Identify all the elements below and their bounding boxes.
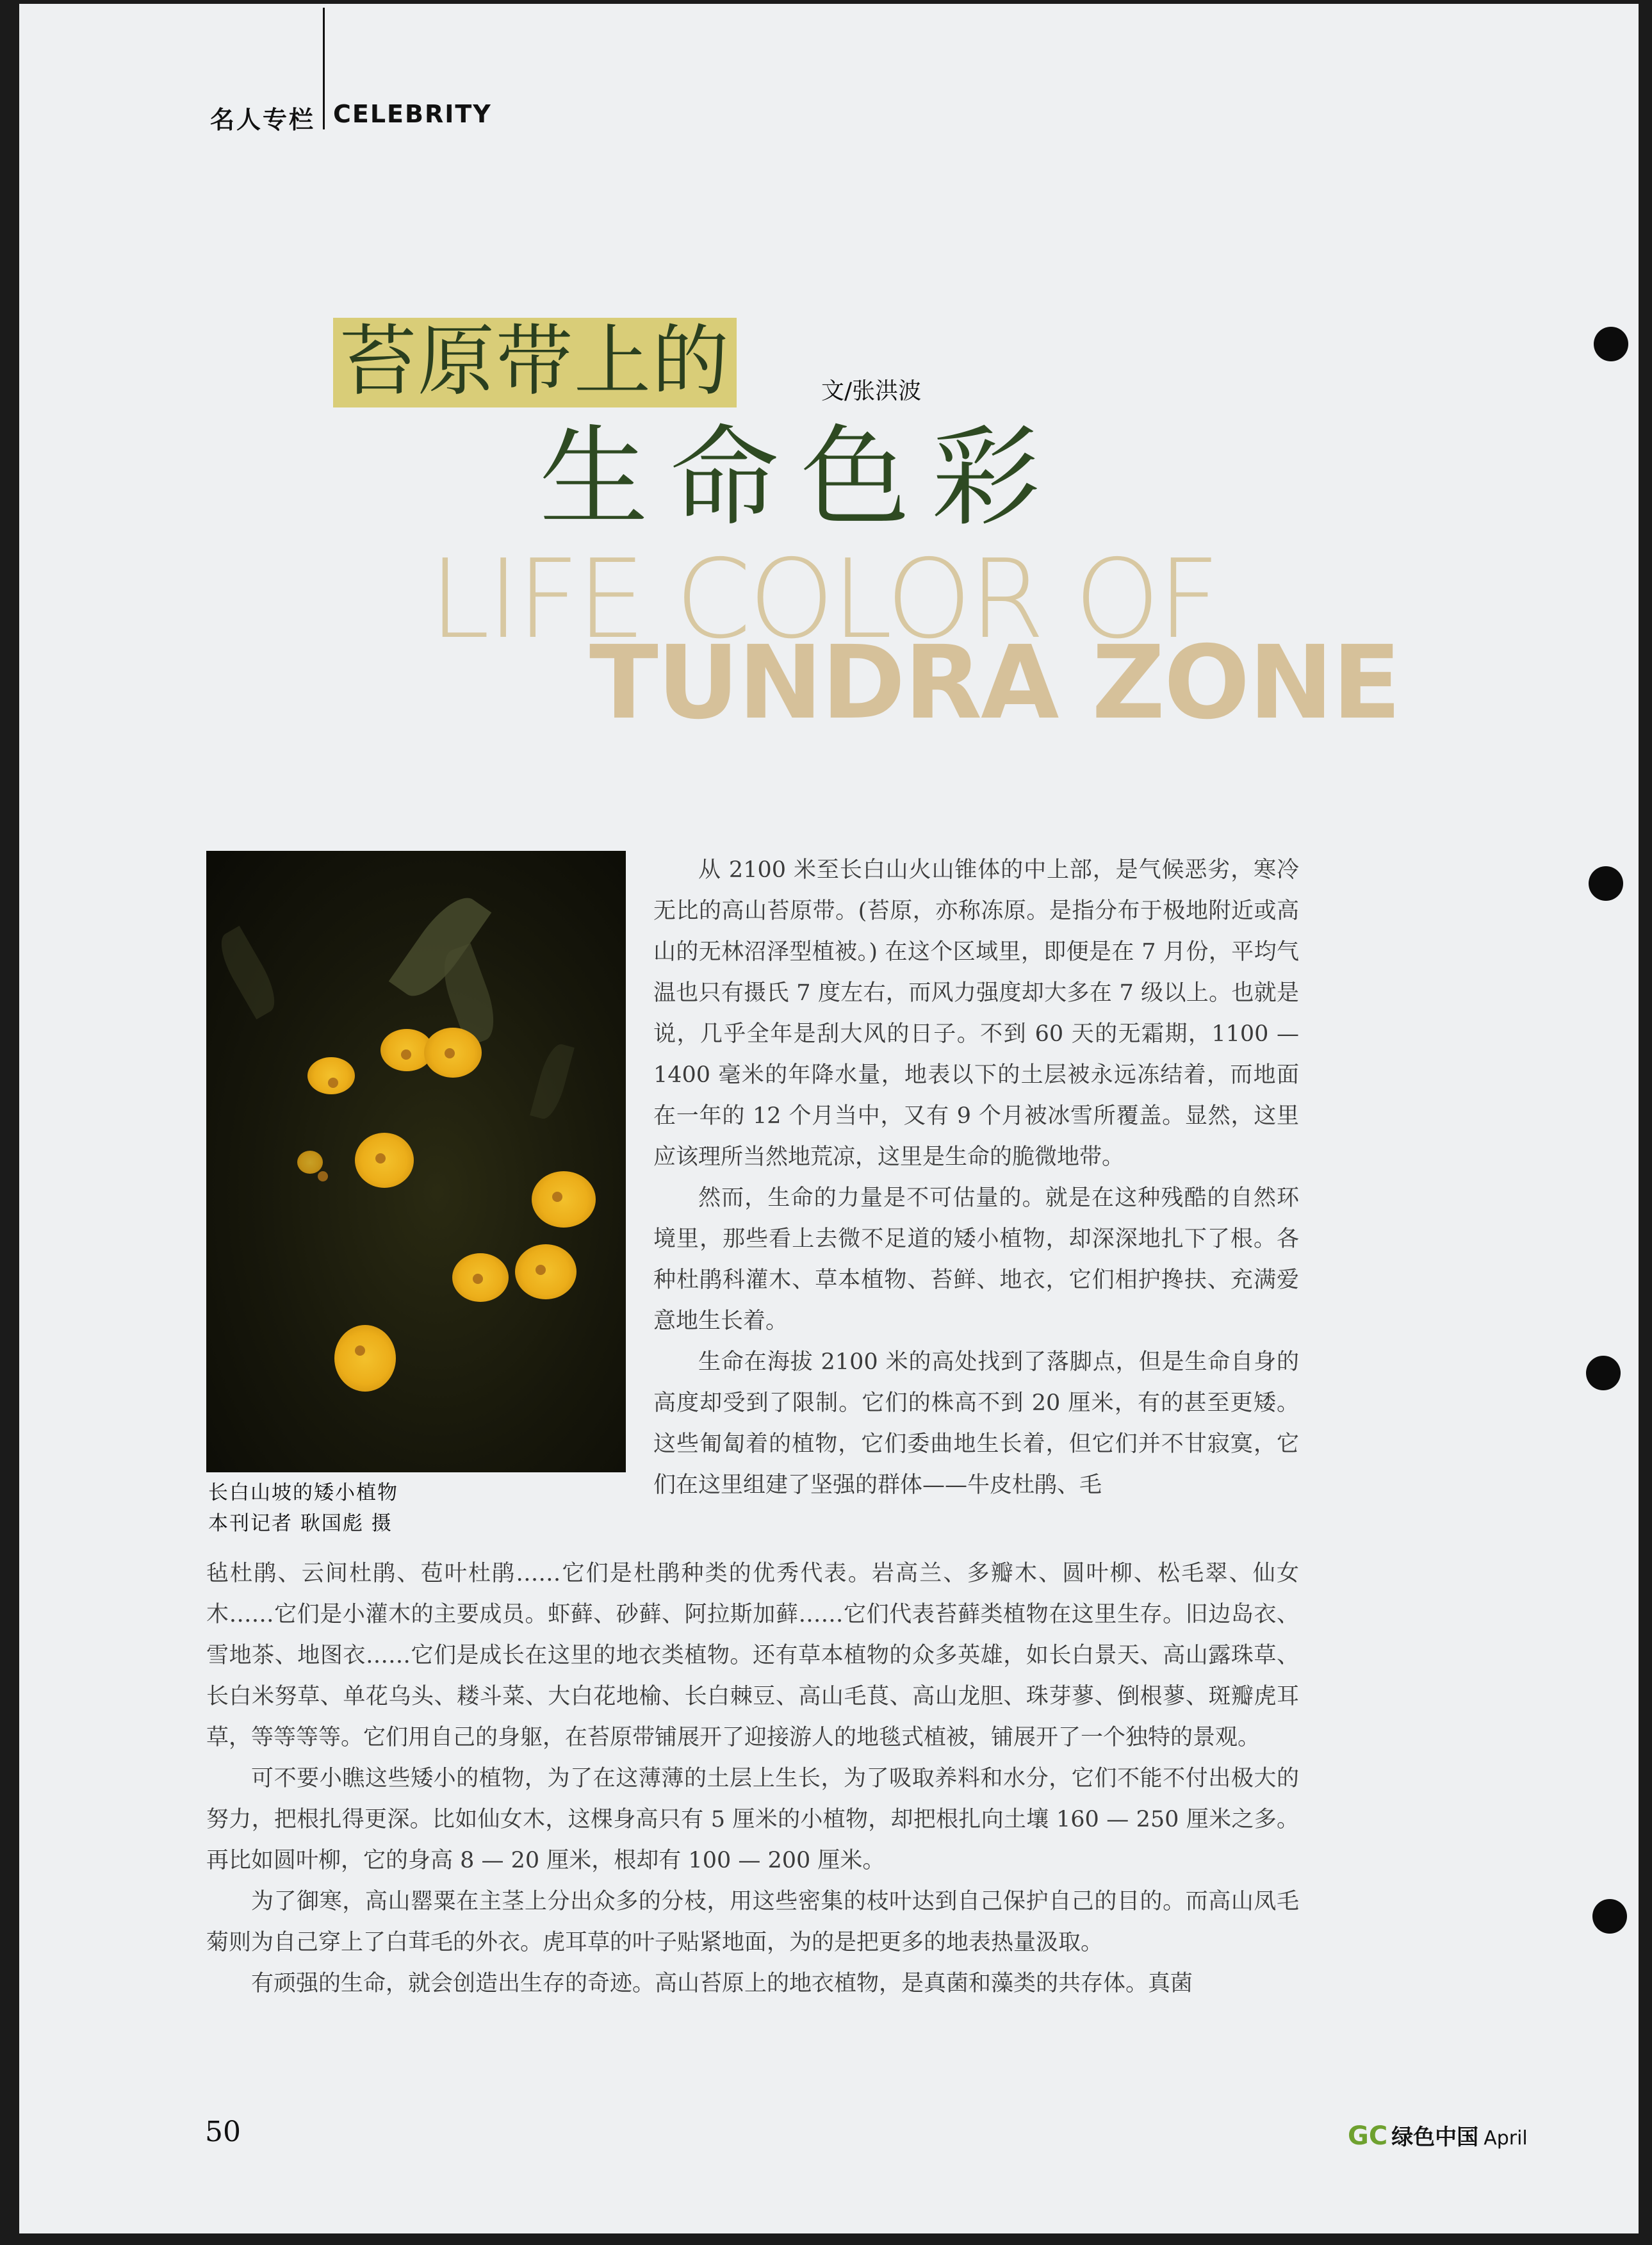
author-byline: 文/张洪波 [821,378,922,404]
magazine-name: 绿色中国 [1391,2125,1479,2150]
binder-hole [1589,866,1623,901]
magazine-logo: GC [1348,2121,1388,2151]
header-divider [323,8,325,129]
magazine-footer [1348,2119,1528,2151]
binder-hole [1592,1899,1627,1934]
binder-hole [1586,1356,1621,1390]
title-line-1: 苔原带上的 [333,318,737,407]
section-label-cn: 名人专栏 [210,106,316,134]
paragraph: 有顽强的生命，就会创造出生存的奇迹。高山苔原上的地衣植物，是真菌和藻类的共存体。真菌 [251,1971,1193,1996]
yellow-flowers-photo [206,851,626,1472]
photo-caption-line-1: 长白山坡的矮小植物 [208,1481,398,1504]
photo-caption-line-2: 本刊记者 耿国彪 摄 [208,1512,393,1535]
english-title-line-2: TUNDRA ZONE [589,624,1400,742]
magazine-page [19,4,1639,2233]
body-text-full-width [206,1553,1299,2004]
paragraph: 然而，生命的力量是不可估量的。就是在这种残酷的自然环境里，那些看上去微不足道的矮小植物，却深深地扎下了根。各种杜鹃科灌木、草本植物、苔鲜、地衣，它们相护搀扶、充满爱意地生长着。 [653,1185,1299,1334]
paragraph: 生命在海拔 2100 米的高处找到了落脚点，但是生命自身的高度却受到了限制。它们的株高不到 20 厘米，有的甚至更矮。这些匍匐着的植物，它们委曲地生长着，但它们并不甘寂寞，它们在这里组建了坚强的群体——牛皮杜鹃、毛 [653,1349,1299,1498]
section-label-en: CELEBRITY [333,100,492,128]
binder-hole [1594,327,1628,361]
body-text-right-column [653,850,1299,1506]
english-title-line-1: LIFE COLOR OF [429,536,1218,663]
title-line-2: 生命色彩 [539,415,1063,541]
issue-month: April [1484,2127,1528,2150]
paragraph: 可不要小瞧这些矮小的植物，为了在这薄薄的土层上生长，为了吸取养料和水分，它们不能不付出极大的努力，把根扎得更深。比如仙女木，这棵身高只有 5 厘米的小植物，却把根扎向土壤 160 — 250 厘米之多。再比如圆叶柳，它的身高 8 — 20 厘米，根却有 100 — 200 厘米。 [206,1766,1299,1873]
paragraph: 从 2100 米至长白山火山锥体的中上部，是气候恶劣，寒冷无比的高山苔原带。(苔原，亦称冻原。是指分布于极地附近或高山的无林沼泽型植被。) 在这个区域里，即便是在 7 月份，平均气温也只有摄氏 7 度左右，而风力强度却大多在 7 级以上。也就是说，几乎全年是刮大风的日子。不到 60 天的无霜期，1100 — 1400 毫米的年降水量，地表以下的土层被永远冻结着，而地面在一年的 12 个月当中，又有 9 个月被冰雪所覆盖。显然，这里应该理所当然地荒凉，这里是生命的脆微地带。 [653,857,1299,1170]
paragraph: 为了御寒，高山罂粟在主茎上分出众多的分枝，用这些密集的枝叶达到自己保护自己的目的。而高山凤毛菊则为自己穿上了白茸毛的外衣。虎耳草的叶子贴紧地面，为的是把更多的地表热量汲取。 [206,1889,1299,1955]
paragraph-continued: 毡杜鹃、云间杜鹃、苞叶杜鹃……它们是杜鹃种类的优秀代表。岩高兰、多瓣木、圆叶柳、松毛翠、仙女木……它们是小灌木的主要成员。虾藓、砂藓、阿拉斯加藓……它们代表苔藓类植物在这里生存。旧边岛衣、雪地茶、地图衣……它们是成长在这里的地衣类植物。还有草本植物的众多英雄，如长白景天、高山露珠草、长白米努草、单花乌头、耧斗菜、大白花地榆、长白棘豆、高山毛茛、高山龙胆、珠芽蓼、倒根蓼、斑瓣虎耳草，等等等等。它们用自己的身躯，在苔原带铺展开了迎接游人的地毯式植被，铺展开了一个独特的景观。 [206,1561,1299,1750]
page-number: 50 [205,2116,241,2148]
